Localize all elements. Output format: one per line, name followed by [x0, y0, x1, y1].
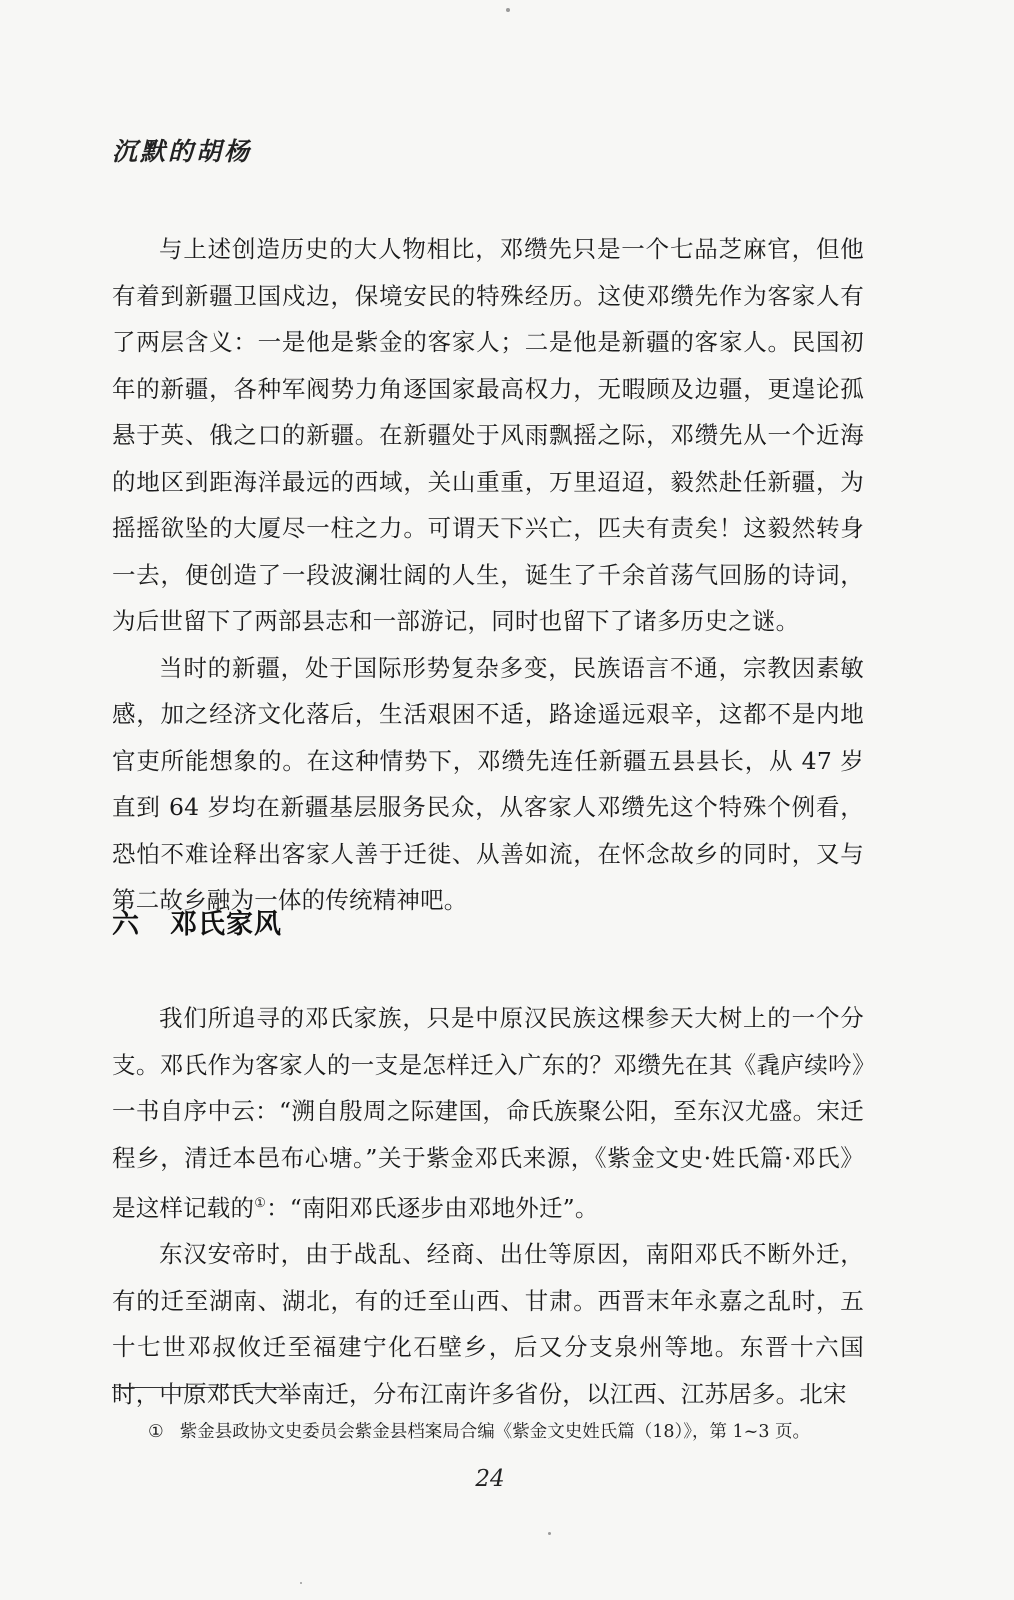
- paragraph: 当时的新疆，处于国际形势复杂多变，民族语言不通，宗教因素敏感，加之经济文化落后，生活艰困不适，路途遥远艰辛，这都不是内地官吏所能想象的。在这种情势下，邓缵先连任新疆五县县长，从 47 岁直到 64 岁均在新疆基层服务民众，从客家人邓缵先这个特殊个例看，恐怕不难诠释出客家人善于迁徙、从善如流，在怀念故乡的同时，又与第二故乡融为一体的传统精神吧。: [112, 653, 864, 914]
- body-text-block: [112, 226, 864, 924]
- paragraph-text: 我们所追寻的邓氏家族，只是中原汉民族这棵参天大树上的一个分支。邓氏作为客家人的一支是怎样迁入广东的？邓缵先在其《毳庐续吟》一书自序中云：“溯自殷周之际建国，命氏族聚公阳，至东汉尤盛。宋迁程乡，清迁本邑布心塘。”关于紫金邓氏来源，《紫金文史·姓氏篇·邓氏》是这样记载的: [112, 1004, 864, 1222]
- scan-speck: [300, 1582, 302, 1584]
- paragraph-text: ：“南阳邓氏逐步由邓地外迁”。: [266, 1193, 599, 1222]
- section-heading: [112, 902, 282, 941]
- footnote-mark: ①: [148, 1422, 164, 1442]
- footnote-reference: ①: [254, 1196, 267, 1211]
- paragraph: 与上述创造历史的大人物相比，邓缵先只是一个七品芝麻官，但他有着到新疆卫国戍边，保境安民的特殊经历。这使邓缵先作为客家人有了两层含义：一是他是紫金的客家人；二是他是新疆的客家人。民国初年的新疆，各种军阀势力角逐国家最高权力，无暇顾及边疆，更遑论孤悬于英、俄之口的新疆。在新疆处于风雨飘摇之际，邓缵先从一个近海的地区到距海洋最远的西域，关山重重，万里迢迢，毅然赴任新疆，为摇摇欲坠的大厦尽一柱之力。可谓天下兴亡，匹夫有责矣！这毅然转身一去，便创造了一段波澜壮阔的人生，诞生了千余首荡气回肠的诗词，为后世留下了两部县志和一部游记，同时也留下了诸多历史之谜。: [112, 235, 864, 635]
- section-number: 六: [112, 909, 140, 940]
- page-number: 24: [475, 1466, 505, 1492]
- scan-speck: [506, 8, 510, 12]
- footnote-rule: [112, 1387, 284, 1388]
- scan-speck: [548, 1532, 551, 1535]
- section-title: 邓氏家风: [170, 909, 282, 940]
- footnote-text: 紫金县政协文史委员会紫金县档案局合编《紫金文史姓氏篇（18）》，第 1~3 页。: [179, 1422, 811, 1442]
- paragraph: [112, 995, 864, 1231]
- paragraph: 东汉安帝时，由于战乱、经商、出仕等原因，南阳邓氏不断外迁，有的迁至湖南、湖北，有的迁至山西、甘肃。西晋末年永嘉之乱时，五十七世邓叔攸迁至福建宁化石壁乡，后又分支泉州等地。东晋十六国时，中原邓氏大举南迁，分布江南许多省份，以江西、江苏居多。北宋: [112, 1240, 864, 1408]
- running-header: 沉默的胡杨: [112, 137, 253, 166]
- footnote: [148, 1419, 810, 1445]
- body-text-block: [112, 995, 864, 1417]
